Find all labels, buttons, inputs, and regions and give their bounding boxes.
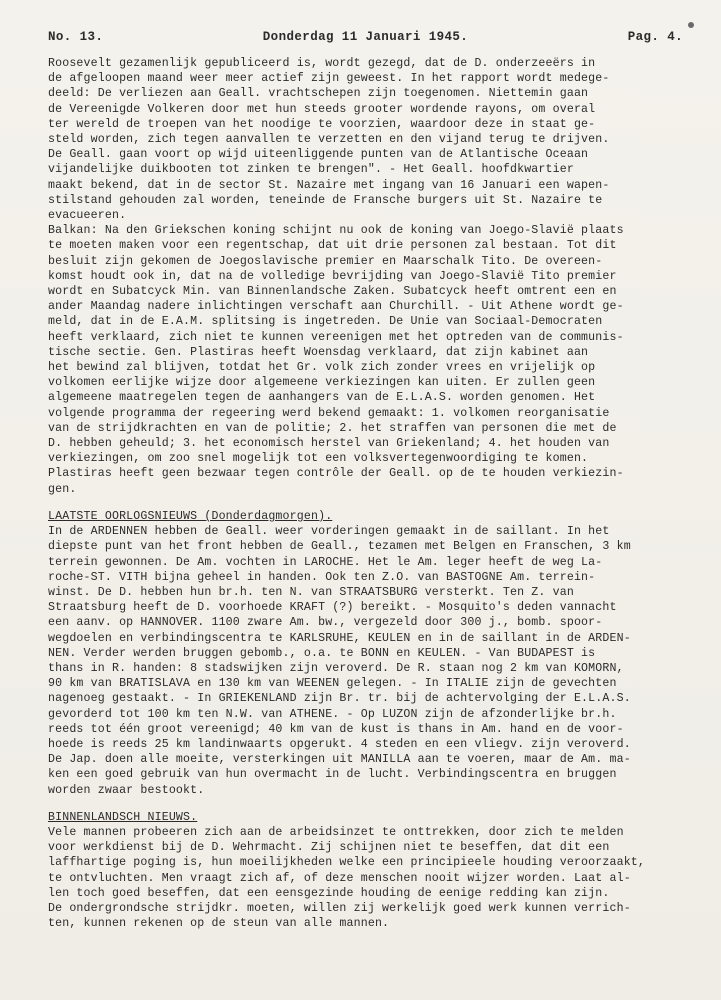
page-header [48,30,707,44]
paragraph-intro: Roosevelt gezamenlijk gepubliceerd is, wordt gezegd, dat de D. onderzeeërs in de afgeloopen maand weer meer actief zijn geweest. In het rapport wordt medege- deeld: De verliezen aan Geall. vrachtschepen zijn toegenomen. Niettemin gaan de Vereenigde Volkeren door met hun steeds grooter wordende rayons, om overal ter wereld de troepen van het noodige te voorzien, waardoor deze in staat ge- steld worden, zich tegen aanvallen te verzetten en den vijand terug te drijven. De Geall. gaan voort op wijd uiteenliggende punten van de Atlantische Oceaan vijandelijke duikbooten tot zinken te brengen". - Het Geall. hoofdkwartier maakt bekend, dat in de sector St. Nazaire met ingang van 16 Januari een wapen- stilstand gehouden zal worden, teneinde de Fransche burgers uit St. Nazaire te evacueeren. [48,57,610,223]
news-sections [48,509,707,931]
paragraph-balkan: Balkan: Na den Griekschen koning schijnt nu ook de koning van Joego-Slavië plaats te moeten maken voor een regentschap, dat uit drie personen zal bestaan. Tot dit besluit zijn gekomen de Joegoslavische premier en Maarschalk Tito. De overeen- komst houdt ook in, dat na de volledige bevrijding van Joego-Slavië Tito premier wordt en Subatcyck Min. van Binnenlandsche Zaken. Subatcyck heeft omtrent een en ander Maandag nadere inlichtingen verschaft aan Churchill. - Uit Athene wordt ge- meld, dat in de E.A.M. splitsing is ingetreden. De Unie van Sociaal-Democraten heeft verklaard, zich niet te kunnen vereenigen met het optreden van de communis- tische sectie. Gen. Plastiras heeft Woensdag verklaard, dat zijn kabinet aan het bewind zal blijven, totdat het Gr. volk zich zonder vrees en vrijelijk op volkomen eerlijke wijze door algemeene verkiezingen kan uiten. Er zullen geen algemeene maatregelen tegen de aanhangers van de E.L.A.S. worden genomen. Het volgende programma der regeering werd bekend gemaakt: 1. volkomen reorganisatie van de strijdkrachten en van de politie; 2. het straffen van personen die met de D. hebben geheuld; 3. het economisch herstel van Griekenland; 4. het houden van verkiezingen, om zoo snel mogelijk tot een volksvertegenwoordiging te komen. Plastiras heeft geen bezwaar tegen contrôle der Geall. op de te houden verkiezin- gen. [48,224,624,496]
issue-date: Donderdag 11 Januari 1945. [262,30,469,44]
section-heading: BINNENLANDSCH NIEUWS. [48,810,198,824]
article-body [48,56,707,497]
section-heading: LAATSTE OORLOGSNIEUWS (Donderdagmorgen). [48,509,333,523]
section-body: Vele mannen probeeren zich aan de arbeidsinzet te onttrekken, door zich te melden voor werkdienst bij de D. Wehrmacht. Zij schijnen niet te beseffen, dat dit een laffhartige poging is, hun moeilijkheden welke een principieele houding veroorzaakt, te ontvluchten. Men vraagt zich af, of deze menschen nooit wijzer worden. Laat al- len toch goed beseffen, dat een eensgezinde houding de eenige redding kan zijn. De ondergrondsche strijdkr. moeten, willen zij werkelijk goed werk kunnen verrich- ten, kunnen rekenen op de steun van alle mannen. [48,825,646,931]
issue-number: No. 13. [48,30,104,44]
section-body: In de ARDENNEN hebben de Geall. weer vorderingen gemaakt in de saillant. In het diepste punt van het front hebben de Geall., tezamen met Belgen en Franschen, 3 km terrein gewonnen. De Am. vochten in LAROCHE. Het le Am. leger heeft de weg La- roche-ST. VITH bijna geheel in handen. Ook ten Z.O. van BASTOGNE Am. terrein- winst. De D. hebben hun br.h. ten N. van STRAATSBURG versterkt. Ten Z. van Straatsburg heeft de D. voorhoede KRAFT (?) bereikt. - Mosquito's deden vannacht een aanv. op HANNOVER. 1100 zware Am. bw., vergezeld door 300 j., bomb. spoor- wegdoelen en verbindingscentra te KARLSRUHE, KEULEN en in de saillant in de ARDEN- NEN. Verder werden bruggen gebomb., o.a. te BONN en KEULEN. - Van BUDAPEST is thans in R. handen: 8 stadswijken zijn veroverd. De R. staan nog 2 km van KOMORN, 90 km van BRATISLAVA en 130 km van WEENEN gelegen. - In ITALIE zijn de gevechten nagenoeg gestaakt. - In GRIEKENLAND zijn Br. tr. bij de achtervolging der E.L.A.S. gevorderd tot 100 km ten N.W. van ATHENE. - Op LUZON zijn de afzonderlijke br.h. reeds tot één groot vereenigd; 40 km van de kust is thans in Am. hand en de voor- hoede is reeds 25 km landinwaarts opgerukt. 4 steden en een vliegv. zijn veroverd. De Jap. doen alle moeite, versterkingen uit MANILLA aan te voeren, maar de Am. ma- ken een goed gebruik van hun overmacht in de lucht. Verbindingscentra en bruggen worden zwaar bestookt. [48,525,631,797]
punch-hole-mark [688,22,694,28]
page-number: Pag. 4. [627,30,683,44]
